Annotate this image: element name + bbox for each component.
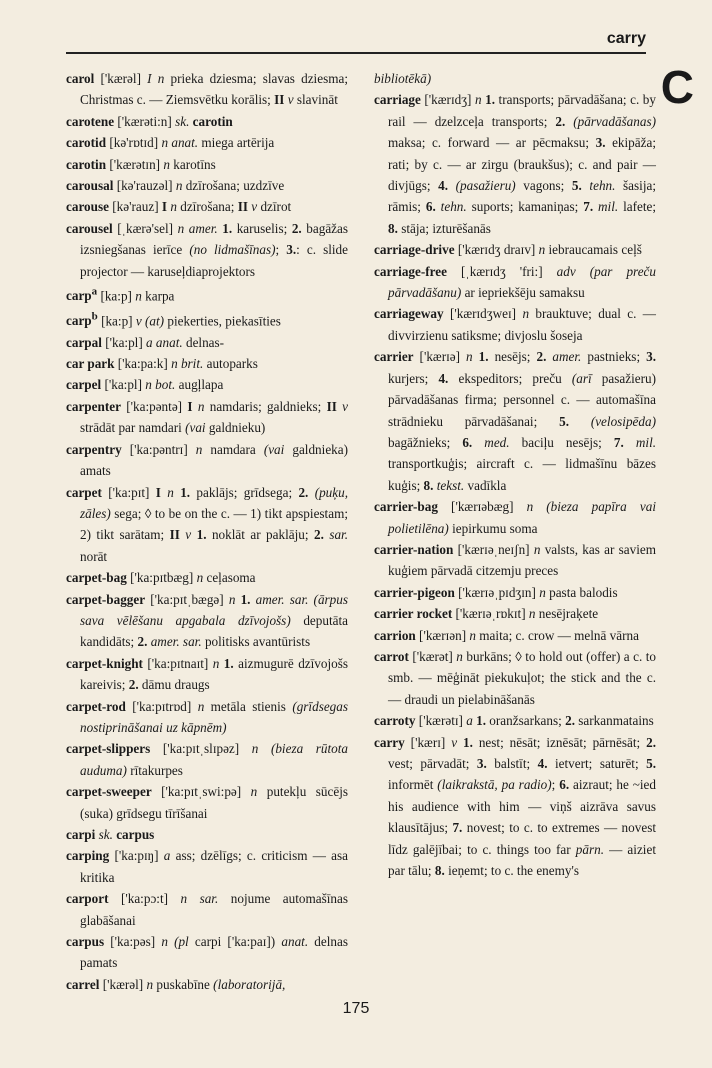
dictionary-entry: carpel ['ka:pl] n bot. augļlapa (66, 377, 224, 393)
dictionary-entry: carpet-sweeper ['ka:pɪtˌswi:pə] n putekļu sūcējs (suka) grīdsegu tīrīšanai (66, 784, 348, 821)
dictionary-entry: carrier ['kærɪə] n 1. nesējs; 2. amer. pastnieks; 3. kurjers; 4. ekspeditors; preču (arī pasažieru) pārvadāšanas firma; personnel c. — automašīna strādnieku pārvadāšanai; 5. (velosipēda) bagāžnieks; 6. med. baciļu nesējs; 7. mil. transportkuģis; aircraft c. — lidmašīnu bāzes kuģis; 8. tekst. vadīkla (374, 349, 657, 493)
dictionary-entry: carriageway ['kærɪdʒweɪ] n brauktuve; dual c. — divvirzienu satiksme; divjoslu šoseja (374, 306, 656, 343)
dictionary-entry: carpi sk. carpus (66, 827, 155, 842)
dictionary-entry: carotid [kə'rɒtɪd] n anat. miega artērija (66, 135, 275, 151)
header-rule (66, 52, 646, 54)
dictionary-entry: carpenter ['ka:pəntə] I n namdaris; galdnieks; II v strādāt par namdari (vai galdnieku) (66, 398, 348, 436)
dictionary-entry: carrel ['kærəl] n puskabīne (laboratorijā, (66, 976, 286, 992)
dictionary-entry: carriage ['kærɪdʒ] n 1. transports; pārvadāšana; c. by rail — dzelzceļa transports; 2. (pārvadāšanas) maksa; c. forward — ar pēcmaksu; 3. ekipāža; rati; by c. — ar zirgu (braukšus); c. and pair — divjūgs; 4. (pasažieru) vagons; 5. tehn. šasija; rāmis; 6. tehn. suports; kamaniņas; 7. mil. lafete; 8. stāja; izturēšanās (374, 92, 657, 236)
dictionary-entry: carpal ['ka:pl] a anat. delnas- (66, 334, 225, 350)
dictionary-entry: carpet-knight ['ka:pɪtnaɪt] n 1. aizmugurē dzīvojošs kareivis; 2. dāmu draugs (66, 655, 349, 693)
dictionary-entry: carotin ['kærətɪn] n karotīns (66, 156, 216, 172)
guide-word: carry (606, 30, 646, 47)
dictionary-entry: carpet-bagger ['ka:pɪtˌbægə] n 1. amer. sar. (ārpus sava vēlēšanu apgabala dzīvojošs) deputāta kandidāts; 2. amer. sar. politisks avantūrists (66, 591, 348, 650)
dictionary-entry: carport ['ka:pɔ:t] n sar. nojume automašīnas glabāšanai (66, 891, 348, 928)
dictionary-entry: carrier-bag ['kærɪəbæg] n (bieza papīra vai polietilēna) iepirkumu soma (374, 499, 656, 536)
dictionary-entry: carriage-free [ˌkærɪdʒ 'fri:] adv (par preču pārvadāšanu) ar iepriekšēju samaksu (374, 263, 656, 301)
dictionary-entry: carroty ['kærətɪ] a 1. oranžsarkans; 2. sarkanmatains (374, 713, 654, 729)
page-number: 175 (342, 1000, 370, 1017)
dictionary-entry: carrier rocket ['kærɪəˌrɒkɪt] n nesējraķete (374, 606, 599, 622)
dictionary-entry: carol ['kærəl] I n prieka dziesma; slavas dziesma; Christmas c. — Ziemsvētku korālis; II v slavināt (66, 71, 348, 108)
left-column (66, 68, 348, 995)
dictionary-entry: carry ['kærɪ] v 1. nest; nēsāt; iznēsāt; pārnēsāt; 2. vest; pārvadāt; 3. balstīt; 4. ietvert; saturēt; 5. informēt (laikrakstā, pa radio); 6. aizraut; he ~ied his audience with him — viņš aizrāva savus klausītājus; 7. novest; to c. to extremes — novest līdz galējībai; to c. things too far pārn. — aiziet par tālu; 8. ieņemt; to c. the enemy's (374, 734, 656, 879)
dictionary-entry: carrion ['kærɪən] n maita; c. crow — melnā vārna (374, 627, 639, 643)
dictionary-entry: carotene ['kærəti:n] sk. carotin (66, 113, 233, 129)
dictionary-entry: bibliotēkā) (374, 71, 432, 86)
dictionary-entry: car park ['ka:pa:k] n brit. autoparks (66, 356, 258, 372)
dictionary-entry: carpet-bag ['ka:pɪtbæg] n ceļasoma (66, 570, 256, 586)
dictionary-entry: carrier-pigeon ['kærɪəˌpɪdʒɪn] n pasta balodis (374, 584, 618, 600)
dictionary-entry: carpet-slippers ['ka:pɪtˌslɪpəz] n (bieza rūtota auduma) rītakurpes (66, 741, 348, 778)
dictionary-entry: carousal [kə'rauzəl] n dzīrošana; uzdzīve (66, 178, 285, 194)
dictionary-entry: carpentry ['ka:pəntrɪ] n namdara (vai galdnieka) amats (66, 441, 349, 479)
dictionary-entry: carouse [kə'rauz] I n dzīrošana; II v dzīrot (66, 199, 292, 215)
dictionary-entry: carpus ['ka:pəs] n (pl carpi ['ka:paɪ]) anat. delnas pamats (66, 934, 348, 971)
dictionary-entry: carp$^a$ [ka:p] n karpa (66, 286, 175, 304)
dictionary-entry: carrot ['kærət] n burkāns; ◊ to hold out (offer) a c. to smb. — mēģināt piekukuļot; the stick and the c. — draudi un pielabināšanās (374, 648, 656, 707)
dictionary-entry: carping ['ka:pɪŋ] a ass; dzēlīgs; c. criticism — asa kritika (66, 848, 348, 885)
dictionary-entry: carriage-drive ['kærɪdʒ draɪv] n iebraucamais ceļš (374, 242, 642, 258)
thumb-index-letter: C (660, 61, 694, 113)
dictionary-entry: carpet-rod ['ka:pɪtrɒd] n metāla stienis (grīdsegas nostiprināšanai uz kāpnēm) (66, 698, 348, 735)
right-column (374, 68, 656, 881)
dictionary-entry: carp$^b$ [ka:p] v (at) piekerties, piekasīties (66, 310, 281, 329)
dictionary-entry: carpet ['ka:pɪt] I n 1. paklājs; grīdsega; 2. (puķu, zāles) sega; ◊ to be on the c. — 1) tikt apspiestam; 2) tikt sarātam; II v 1. noklāt ar paklāju; 2. sar. norāt (66, 484, 349, 564)
dictionary-entry: carousel [ˌkærə'sel] n amer. 1. karuselis; 2. bagāžas izsniegšanas ierīce (no lidmašīnas); 3.: c. slide projector — karuseļdiaprojektors (66, 220, 349, 279)
dictionary-entry: carrier-nation ['kærɪəˌneɪʃn] n valsts, kas ar saviem kuģiem pārvadā citzemju preces (374, 541, 656, 579)
